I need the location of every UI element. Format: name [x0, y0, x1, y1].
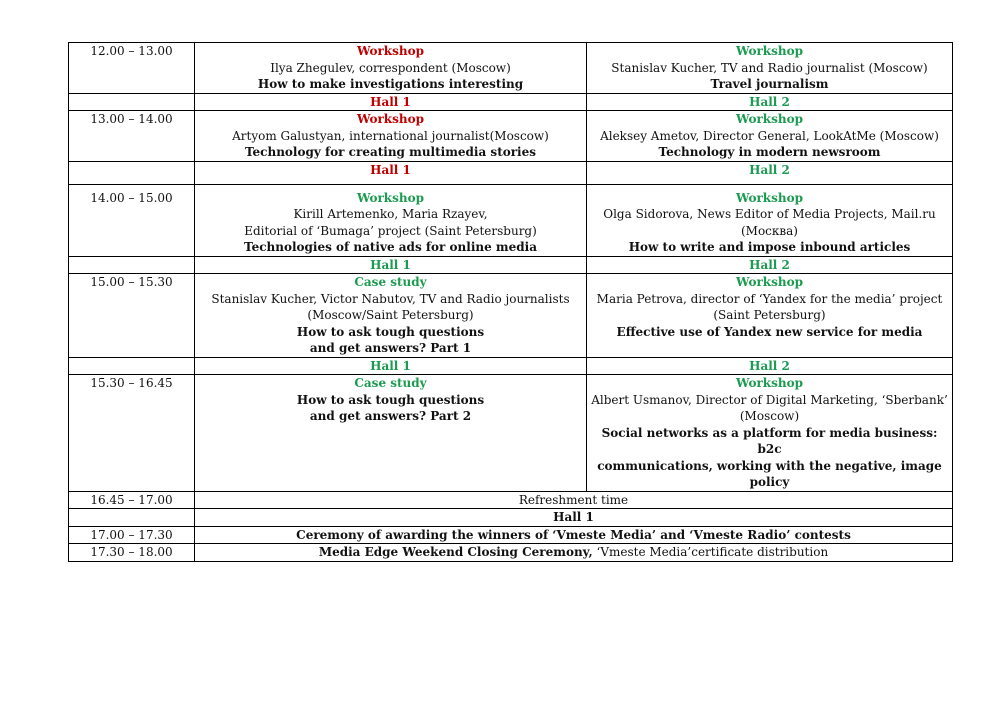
- table-row: [69, 526, 953, 544]
- session-type: Case study: [354, 376, 427, 390]
- hall-row: [69, 357, 953, 375]
- time-cell: 15.00 – 15.30: [69, 274, 195, 358]
- event-cell: Ceremony of awarding the winners of ‘Vmeste Media’ and ‘Vmeste Radio’ contests: [195, 526, 953, 544]
- table-row: [69, 184, 953, 256]
- hall-label: Hall 2: [587, 161, 953, 184]
- time-cell: 17.30 – 18.00: [69, 544, 195, 562]
- session-speaker: (Saint Petersburg): [713, 308, 826, 322]
- event-cell: [195, 544, 953, 562]
- session-type: Workshop: [735, 275, 803, 289]
- session-speaker: Olga Sidorova, News Editor of Media Projects, Mail.ru: [603, 207, 936, 221]
- table-row: [69, 274, 953, 358]
- session-title: and get answers? Part 2: [309, 409, 472, 423]
- table-row: [69, 43, 953, 94]
- time-cell: 16.45 – 17.00: [69, 491, 195, 509]
- table-row: [69, 544, 953, 562]
- time-cell: 13.00 – 14.00: [69, 111, 195, 162]
- session-title: How to ask tough questions: [296, 392, 485, 407]
- session-title: communications, working with the negative, image: [597, 458, 942, 473]
- time-cell: 14.00 – 15.00: [69, 184, 195, 256]
- hall-label: Hall 2: [587, 93, 953, 111]
- session-speaker: Aleksey Ametov, Director General, LookAtMe (Moscow): [600, 128, 939, 143]
- session-speaker: (Moscow/Saint Petersburg): [307, 308, 474, 322]
- hall-label: Hall 1: [195, 161, 587, 184]
- hall-label: Hall 2: [587, 256, 953, 274]
- session-speaker: (Moscow): [739, 409, 800, 423]
- schedule-table: [68, 42, 953, 562]
- hall-label: Hall 1: [195, 93, 587, 111]
- session-type: Workshop: [735, 190, 803, 205]
- session-title: Technologies of native ads for online media: [244, 240, 537, 254]
- session-type: Workshop: [356, 190, 424, 205]
- session-cell: [587, 274, 953, 358]
- session-cell: [587, 111, 953, 162]
- session-speaker: Stanislav Kucher, Victor Nabutov, TV and Radio journalists: [211, 291, 570, 306]
- session-title: How to write and impose inbound articles: [628, 240, 911, 254]
- session-title: and get answers? Part 1: [309, 341, 472, 355]
- session-title: Technology in modern newsroom: [658, 145, 881, 159]
- session-cell: [587, 184, 953, 256]
- table-row: [69, 491, 953, 509]
- session-speaker: Kirill Artemenko, Maria Rzayev,: [293, 207, 488, 221]
- session-speaker: Albert Usmanov, Director of Digital Marketing, ‘Sberbank’: [591, 392, 948, 407]
- hall-label: Hall 1: [195, 357, 587, 375]
- session-cell: [195, 184, 587, 256]
- session-cell: [195, 375, 587, 492]
- session-speaker: Artyom Galustyan, international journalist(Moscow): [232, 128, 549, 143]
- session-speaker: Editorial of ‘Bumaga’ project (Saint Petersburg): [244, 223, 537, 238]
- event-title: Media Edge Weekend Closing Ceremony,: [318, 545, 593, 559]
- hall-row: [69, 256, 953, 274]
- session-title: Social networks as a platform for media business: b2c: [601, 425, 938, 456]
- session-title: Effective use of Yandex new service for media: [616, 324, 923, 339]
- session-speaker: Maria Petrova, director of ‘Yandex for the media’ project: [596, 291, 943, 306]
- time-cell: 12.00 – 13.00: [69, 43, 195, 94]
- session-title: policy: [749, 475, 790, 489]
- session-type: Workshop: [735, 112, 803, 126]
- hall-row: [69, 161, 953, 184]
- session-type: Workshop: [735, 44, 803, 58]
- session-title: How to ask tough questions: [296, 324, 485, 339]
- session-speaker: Ilya Zhegulev, correspondent (Moscow): [270, 60, 511, 75]
- session-cell: [587, 375, 953, 492]
- table-row: [69, 375, 953, 492]
- session-title: Technology for creating multimedia stories: [244, 145, 537, 159]
- time-cell: 15.30 – 16.45: [69, 375, 195, 492]
- hall-label: Hall 1: [195, 509, 953, 527]
- hall-label: Hall 1: [195, 256, 587, 274]
- table-row: [69, 111, 953, 162]
- session-title: Travel journalism: [710, 77, 829, 91]
- session-cell: [195, 43, 587, 94]
- session-cell: [195, 111, 587, 162]
- session-speaker: (Москва): [740, 223, 798, 238]
- session-type: Workshop: [356, 44, 424, 58]
- hall-label: Hall 2: [587, 357, 953, 375]
- session-cell: [587, 43, 953, 94]
- session-speaker: Stanislav Kucher, TV and Radio journalist (Moscow): [611, 60, 928, 75]
- session-type: Case study: [354, 275, 427, 289]
- session-cell: [195, 274, 587, 358]
- time-cell: 17.00 – 17.30: [69, 526, 195, 544]
- event-cell: Refreshment time: [195, 491, 953, 509]
- hall-row: [69, 93, 953, 111]
- hall-row: [69, 509, 953, 527]
- event-detail: ‘Vmeste Media’certificate distribution: [592, 545, 829, 559]
- session-type: Workshop: [356, 112, 424, 126]
- session-type: Workshop: [735, 376, 803, 390]
- session-title: How to make investigations interesting: [257, 77, 524, 91]
